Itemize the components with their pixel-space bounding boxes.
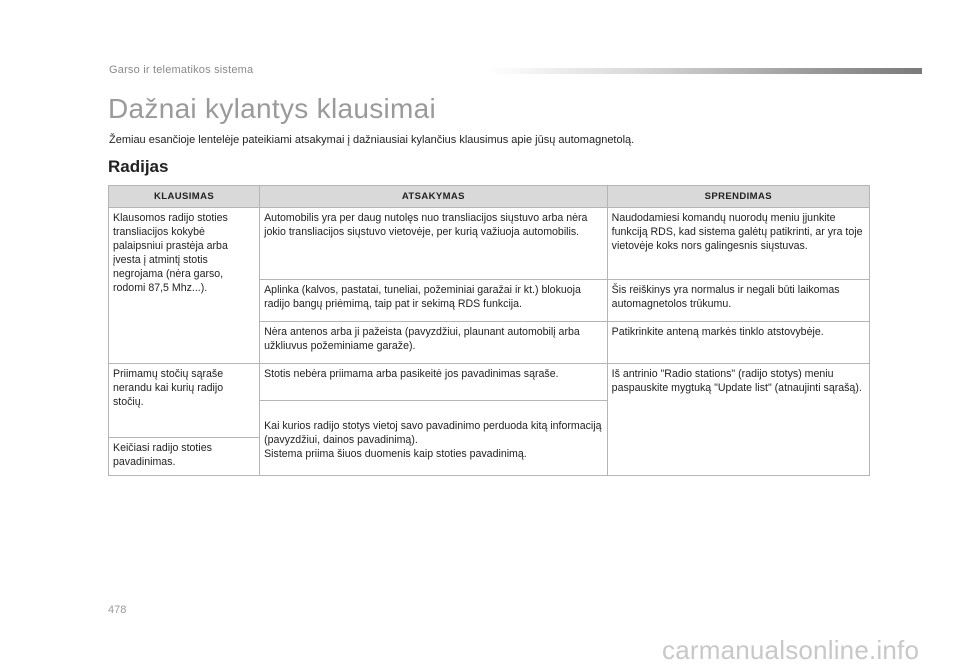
solution-cell: Naudodamiesi komandų nuorodų meniu įjunkite funkciją RDS, kad sistema galėtų patikrinti, ar yra toje vietovėje koks nors galingesnis siųstuvas. [607, 208, 869, 280]
watermark-text: carmanualsonline.info [662, 635, 920, 665]
answer-cell: Nėra antenos arba ji pažeista (pavyzdžiui, plaunant automobilį arba užkliuvus požeminiame garaže). [260, 322, 608, 364]
page-title: Dažnai kylantys klausimai [108, 93, 437, 124]
answer-cell: Aplinka (kalvos, pastatai, tuneliai, požeminiai garažai ir kt.) blokuoja radijo bangų priėmimą, taip pat ir sekimą RDS funkcija. [260, 280, 608, 322]
section-header: Garso ir telematikos sistema [109, 64, 254, 76]
table-header-row [109, 186, 870, 208]
column-header-answer: ATSAKYMAS [260, 186, 608, 208]
column-header-solution: SPRENDIMAS [607, 186, 869, 208]
header-divider-bar [488, 68, 922, 74]
answer-cell: Kai kurios radijo stotys vietoj savo pavadinimo perduoda kitą informaciją (pavyzdžiui, dainos pavadinimą). Sistema priima šiuos duomenis kaip stoties pavadinimą. [260, 401, 608, 476]
section-title: Radijas [108, 157, 169, 176]
table-row [109, 364, 870, 401]
solution-cell: Šis reiškinys yra normalus ir negali būti laikomas automagnetolos trūkumu. [607, 280, 869, 322]
solution-cell: Patikrinkite anteną markės tinklo atstovybėje. [607, 322, 869, 364]
question-cell: Priimamų stočių sąraše nerandu kai kurių radijo stočių. [109, 364, 260, 438]
faq-table [108, 185, 870, 476]
answer-cell: Automobilis yra per daug nutolęs nuo transliacijos siųstuvo arba nėra jokio transliacijos siųstuvo vietovėje, per kurią važiuoja automobilis. [260, 208, 608, 280]
solution-cell: Iš antrinio "Radio stations" (radijo stotys) meniu paspauskite mygtuką "Update list" (atnaujinti sąrašą). [607, 364, 869, 476]
table-row [109, 208, 870, 280]
column-header-question: KLAUSIMAS [109, 186, 260, 208]
answer-cell: Stotis nebėra priimama arba pasikeitė jos pavadinimas sąraše. [260, 364, 608, 401]
intro-text: Žemiau esančioje lentelėje pateikiami atsakymai į dažniausiai kylančius klausimus apie jūsų automagnetolą. [109, 134, 635, 146]
question-cell: Keičiasi radijo stoties pavadinimas. [109, 438, 260, 476]
question-cell: Klausomos radijo stoties transliacijos kokybė palaipsniui prastėja arba įvesta į atmintį stotis negrojama (nėra garso, rodomi 87,5 Mhz...). [109, 208, 260, 364]
page-number: 478 [108, 604, 127, 616]
